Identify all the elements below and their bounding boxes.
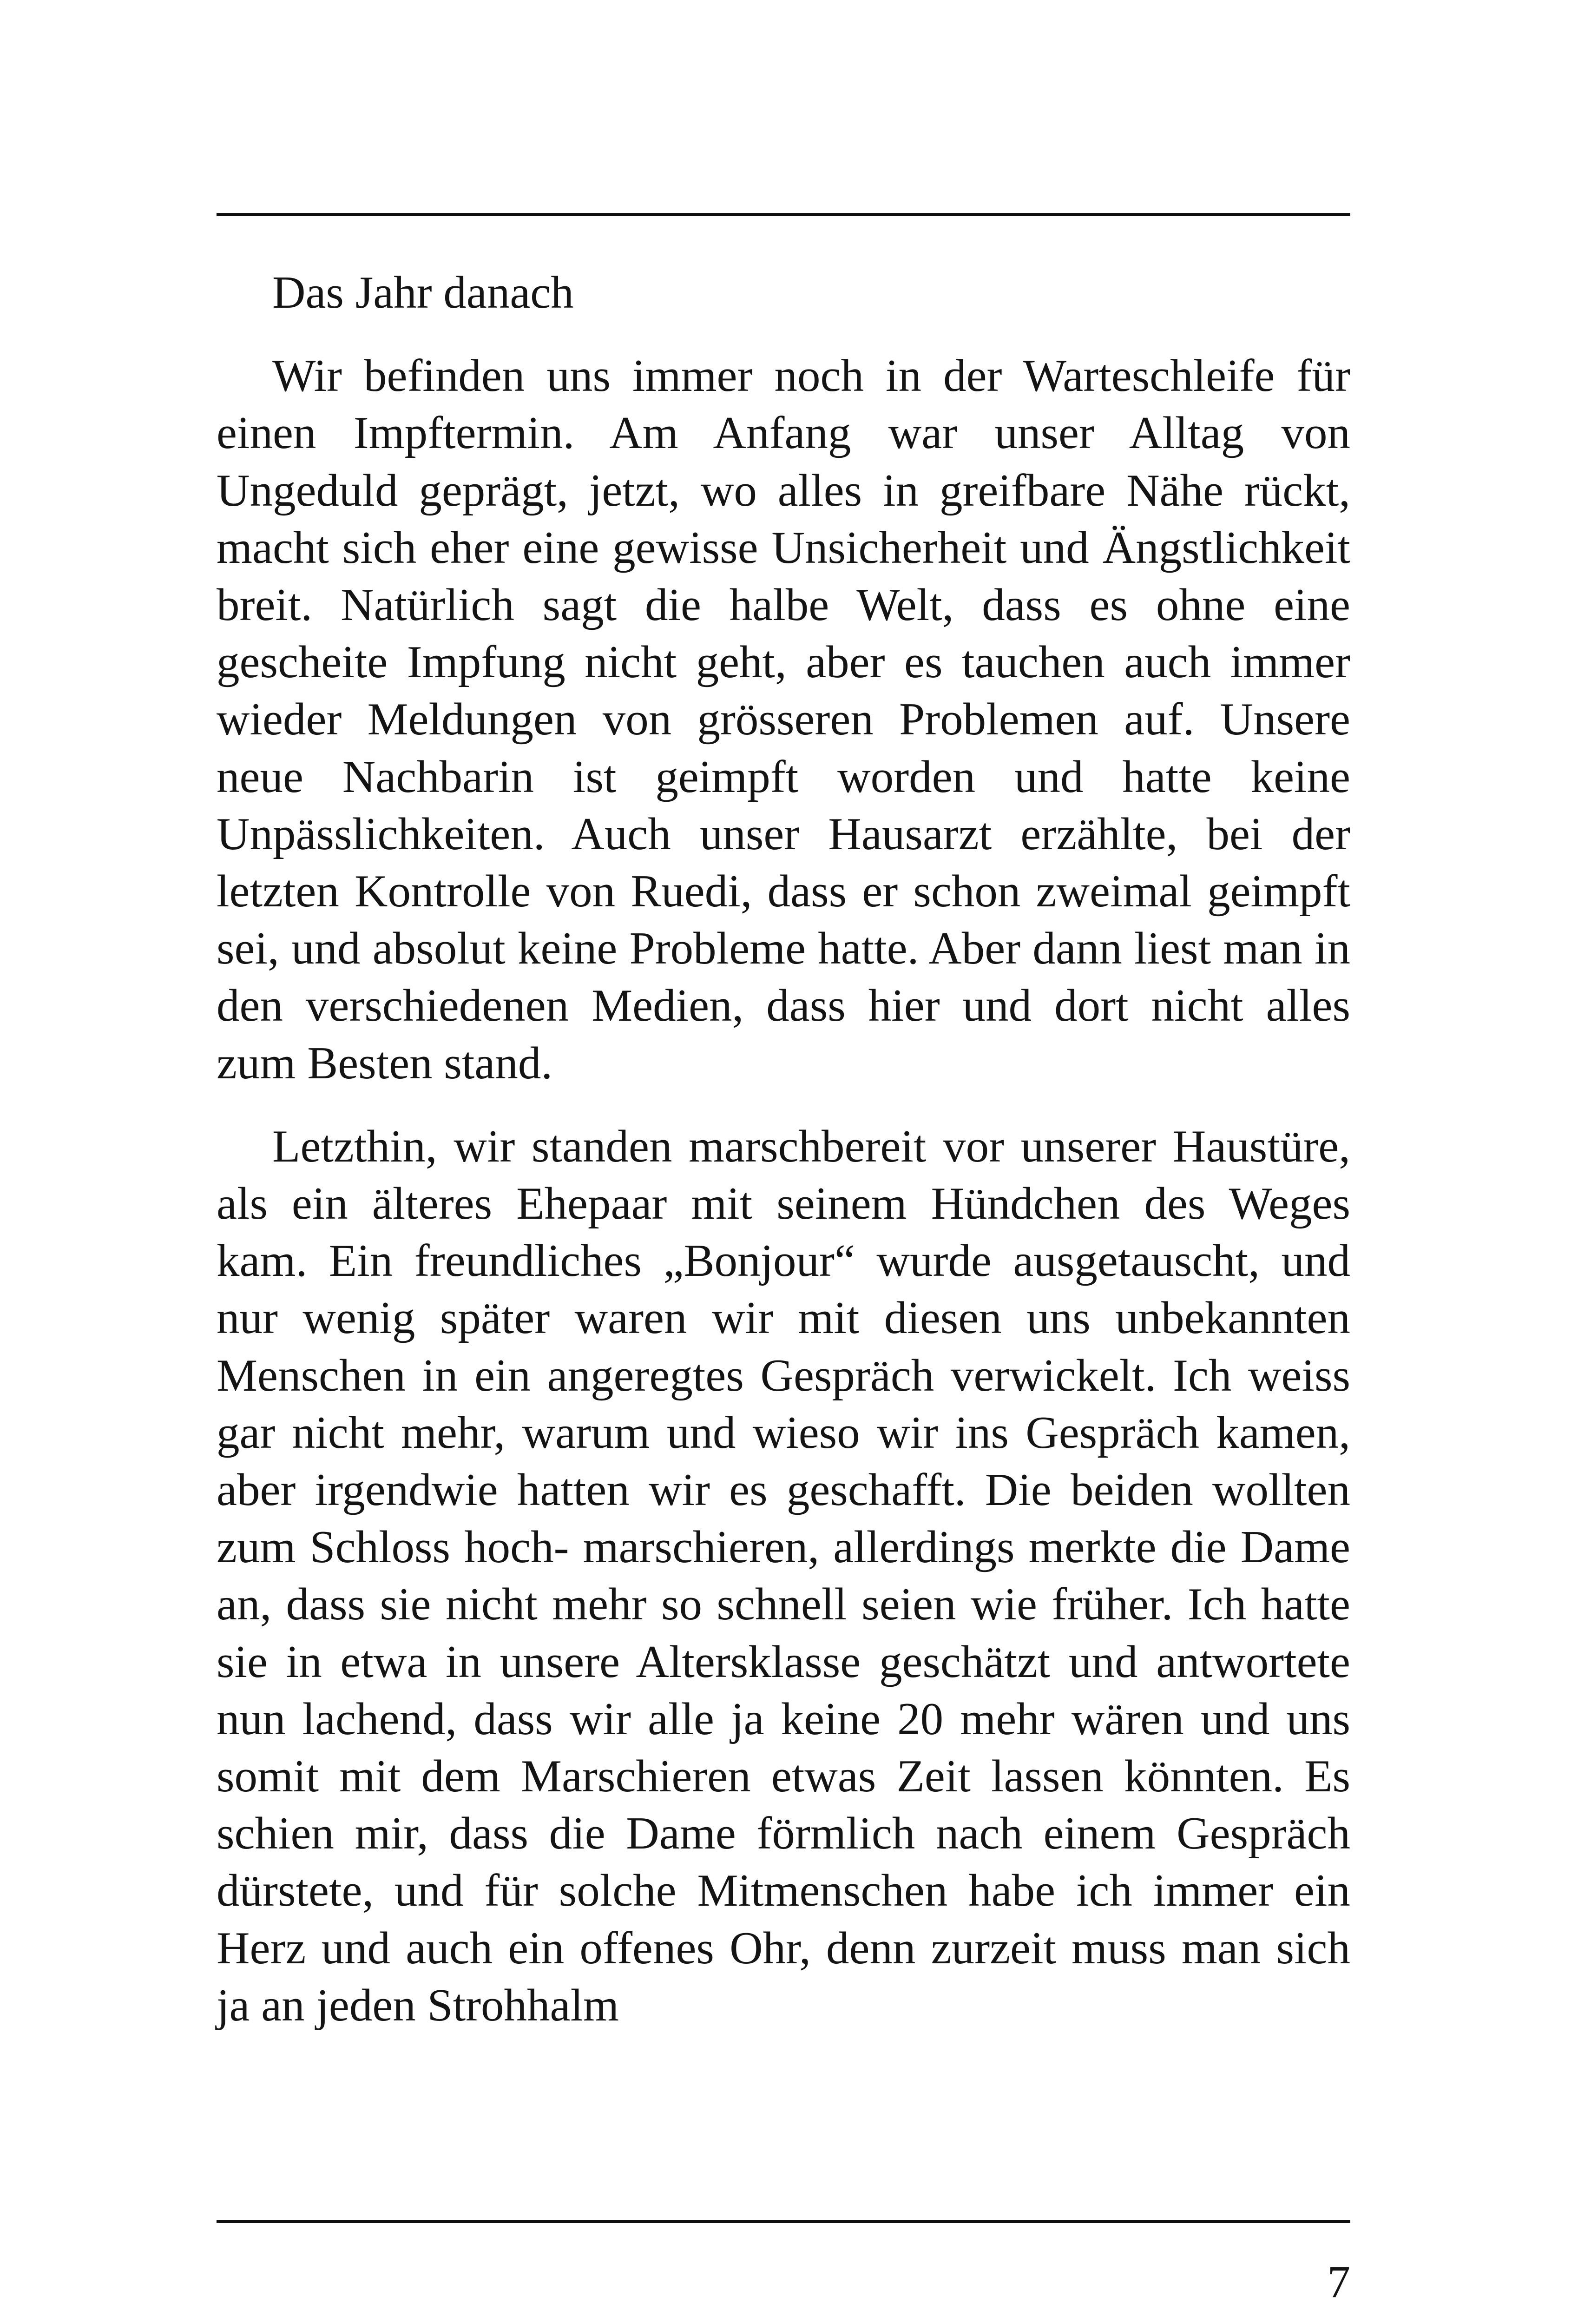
page-number: 7 [1327,2257,1350,2307]
paragraph-2: Letzthin, wir standen marschbereit vor unserer Haustüre, als ein älteres Ehepaar mit seinem Hündchen des Weges kam. Ein freundliches „Bonjour“ wurde ausgetauscht, und nur wenig später waren wir mit diesen uns unbekannten Menschen in ein angeregtes Gespräch verwickelt. Ich weiss gar nicht mehr, warum und wieso wir ins Gespräch kamen, aber irgendwie hatten wir es geschafft. Die beiden wollten zum Schloss hoch- marschieren, allerdings merkte die Dame an, dass sie nicht mehr so schnell seien wie früher. Ich hatte sie in etwa in unsere Altersklasse geschätzt und antwortete nun lachend, dass wir alle ja keine 20 mehr wären und uns somit mit dem Marschieren etwas Zeit lassen könnten. Es schien mir, dass die Dame förmlich nach einem Gespräch dürstete, und für solche Mitmenschen habe ich immer ein Herz und auch ein offenes Ohr, denn zurzeit muss man sich ja an jeden Strohhalm [217,1121,1350,2031]
body-text [217,264,1350,2034]
header-rule [217,213,1350,216]
footer-rule [217,2220,1350,2223]
section-title: Das Jahr danach [272,267,574,318]
paragraph-1: Wir befinden uns immer noch in der Warteschleife für einen Impftermin. Am Anfang war unser Alltag von Ungeduld geprägt, jetzt, wo alles in greifbare Nähe rückt, macht sich eher eine gewisse Unsicherheit und Ängstlichkeit breit. Natürlich sagt die halbe Welt, dass es ohne eine gescheite Impfung nicht geht, aber es tauchen auch immer wieder Meldungen von grösseren Problemen auf. Unsere neue Nachbarin ist geimpft worden und hatte keine Unpässlichkeiten. Auch unser Hausarzt erzählte, bei der letzten Kontrolle von Ruedi, dass er schon zweimal geimpft sei, und absolut keine Probleme hatte. Aber dann liest man in den verschiedenen Medien, dass hier und dort nicht alles zum Besten stand. [217,350,1350,1089]
